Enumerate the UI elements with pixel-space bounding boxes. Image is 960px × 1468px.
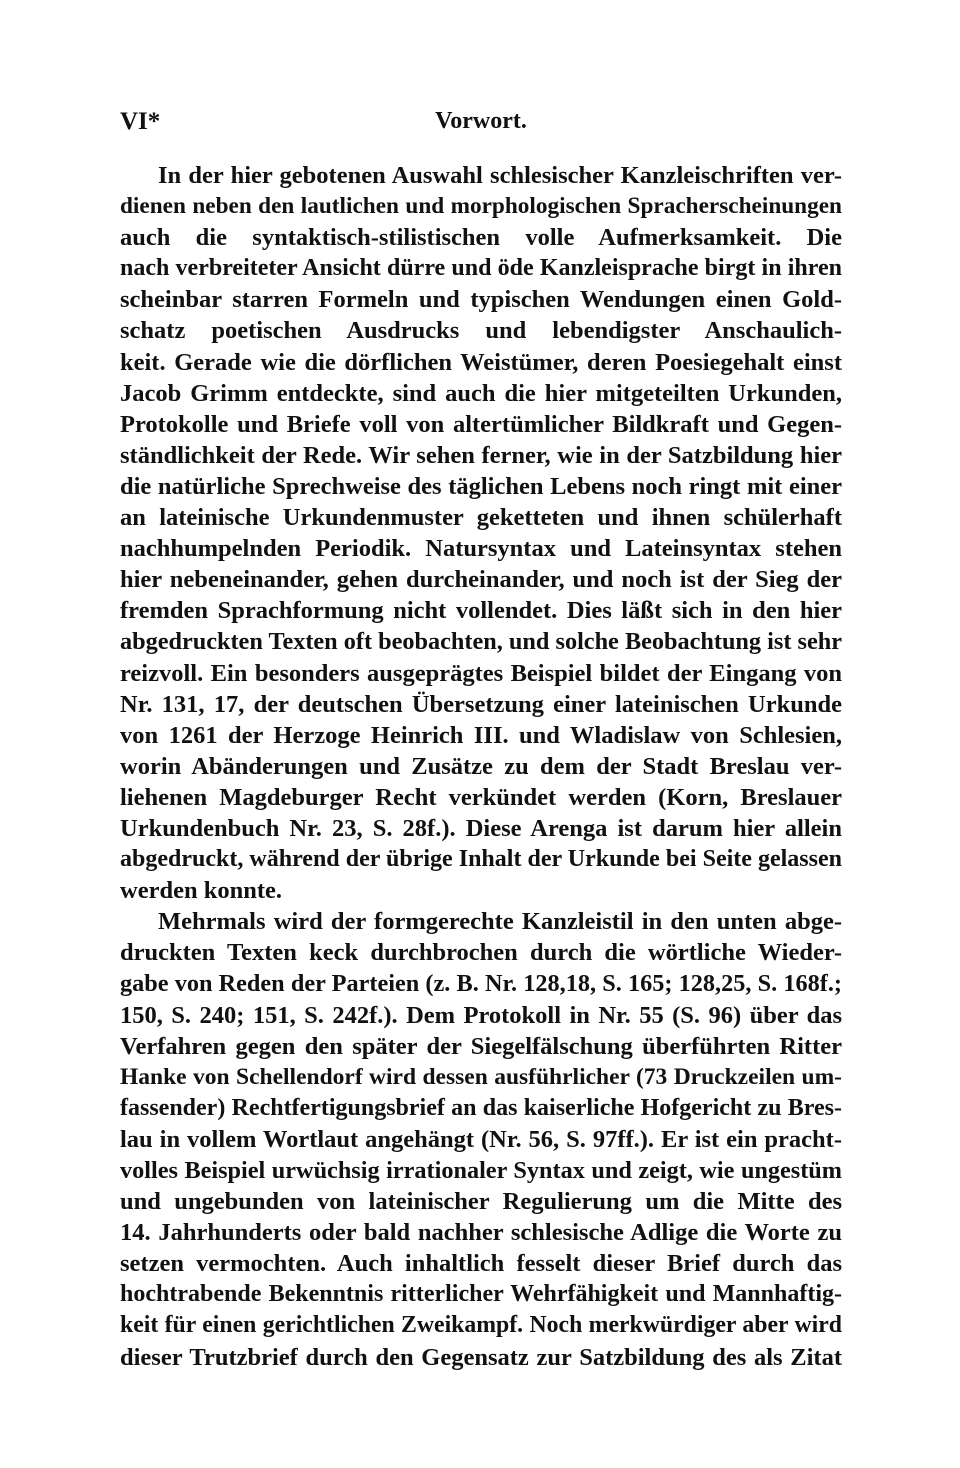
text-line: Protokolle und Briefe voll von altertümlicher Bildkraft und Gegen-	[120, 410, 842, 438]
text-line: nach verbreiteter Ansicht dürre und öde Kanzleisprache birgt in ihren	[120, 255, 842, 282]
text-line: abgedruckt, während der übrige Inhalt der Urkunde bei Seite gelassen	[120, 846, 842, 873]
text-line: keit für einen gerichtlichen Zweikampf. Noch merkwürdiger aber wird	[120, 1312, 842, 1339]
text-line: volles Beispiel urwüchsig irrationaler Syntax und zeigt, wie ungestüm	[120, 1157, 842, 1184]
text-line: Hanke von Schellendorf wird dessen ausführlicher (73 Druckzeilen um-	[120, 1063, 842, 1090]
text-line: fremden Sprachformung nicht vollendet. Dies läßt sich in den hier	[120, 597, 842, 625]
text-line: hier nebeneinander, gehen durcheinander, und noch ist der Sieg der	[120, 566, 842, 594]
text-line: keit. Gerade wie die dörflichen Weistümer, deren Poesiegehalt einst	[120, 348, 842, 376]
text-line: worin Abänderungen und Zusätze zu dem der Stadt Breslau ver-	[120, 752, 842, 780]
text-line: Verfahren gegen den später der Siegelfälschung überführten Ritter	[120, 1032, 842, 1060]
text-line: scheinbar starren Formeln und typischen Wendungen einen Gold-	[120, 286, 842, 314]
text-line: dieser Trutzbrief durch den Gegensatz zur Satzbildung des als Zitat	[120, 1343, 842, 1371]
running-head	[120, 108, 842, 148]
text-line: schatz poetischen Ausdrucks und lebendigster Anschaulich-	[120, 317, 842, 345]
text-line: auch die syntaktisch-stilistischen volle Aufmerksamkeit. Die	[120, 224, 842, 252]
text-line: werden konnte.	[120, 877, 282, 905]
text-line: die natürliche Sprechweise des täglichen Lebens noch ringt mit einer	[120, 472, 842, 500]
paragraph-2	[120, 906, 842, 1372]
body-text	[120, 160, 842, 1373]
text-line: hochtrabende Bekenntnis ritterlicher Wehrfähigkeit und Mannhaftig-	[120, 1281, 842, 1308]
text-line: von 1261 der Herzoge Heinrich III. und Wladislaw von Schlesien,	[120, 721, 842, 749]
text-line: 14. Jahrhunderts oder bald nachher schlesische Adlige die Worte zu	[120, 1219, 842, 1247]
text-line: abgedruckten Texten oft beobachten, und solche Beobachtung ist sehr	[120, 628, 842, 656]
running-title: Vorwort.	[435, 108, 527, 134]
text-line: reizvoll. Ein besonders ausgeprägtes Beispiel bildet der Eingang von	[120, 659, 842, 687]
text-line: Mehrmals wird der formgerechte Kanzleistil in den unten abge-	[158, 908, 842, 936]
text-line: ständlichkeit der Rede. Wir sehen ferner, wie in der Satzbildung hier	[120, 441, 842, 469]
page-number: VI*	[120, 108, 161, 135]
text-line: dienen neben den lautlichen und morphologischen Spracherscheinungen	[120, 193, 842, 220]
text-line: und ungebunden von lateinischer Regulierung um die Mitte des	[120, 1188, 842, 1216]
text-line: setzen vermochten. Auch inhaltlich fesselt dieser Brief durch das	[120, 1250, 842, 1278]
text-line: gabe von Reden der Parteien (z. B. Nr. 128,18, S. 165; 128,25, S. 168f.;	[120, 970, 842, 998]
text-line: druckten Texten keck durchbrochen durch die wörtliche Wieder-	[120, 939, 842, 967]
text-line: Nr. 131, 17, der deutschen Übersetzung einer lateinischen Urkunde	[120, 690, 842, 718]
text-line: 150, S. 240; 151, S. 242f.). Dem Protokoll in Nr. 55 (S. 96) über das	[120, 1001, 842, 1029]
paragraph-1	[120, 160, 842, 906]
text-line: Urkundenbuch Nr. 23, S. 28f.). Diese Arenga ist darum hier allein	[120, 814, 842, 842]
text-line: an lateinische Urkundenmuster geketteten und ihnen schülerhaft	[120, 504, 842, 532]
text-line: liehenen Magdeburger Recht verkündet werden (Korn, Breslauer	[120, 783, 842, 811]
book-page	[120, 108, 842, 1373]
text-line: In der hier gebotenen Auswahl schlesischer Kanzleischriften ver-	[158, 162, 842, 189]
text-line: Jacob Grimm entdeckte, sind auch die hier mitgeteilten Urkunden,	[120, 379, 842, 407]
text-line: nachhumpelnden Periodik. Natursyntax und Lateinsyntax stehen	[120, 535, 842, 563]
text-line: lau in vollem Wortlaut angehängt (Nr. 56, S. 97ff.). Er ist ein pracht-	[120, 1125, 842, 1153]
text-line: fassender) Rechtfertigungsbrief an das kaiserliche Hofgericht zu Bres-	[120, 1094, 842, 1121]
